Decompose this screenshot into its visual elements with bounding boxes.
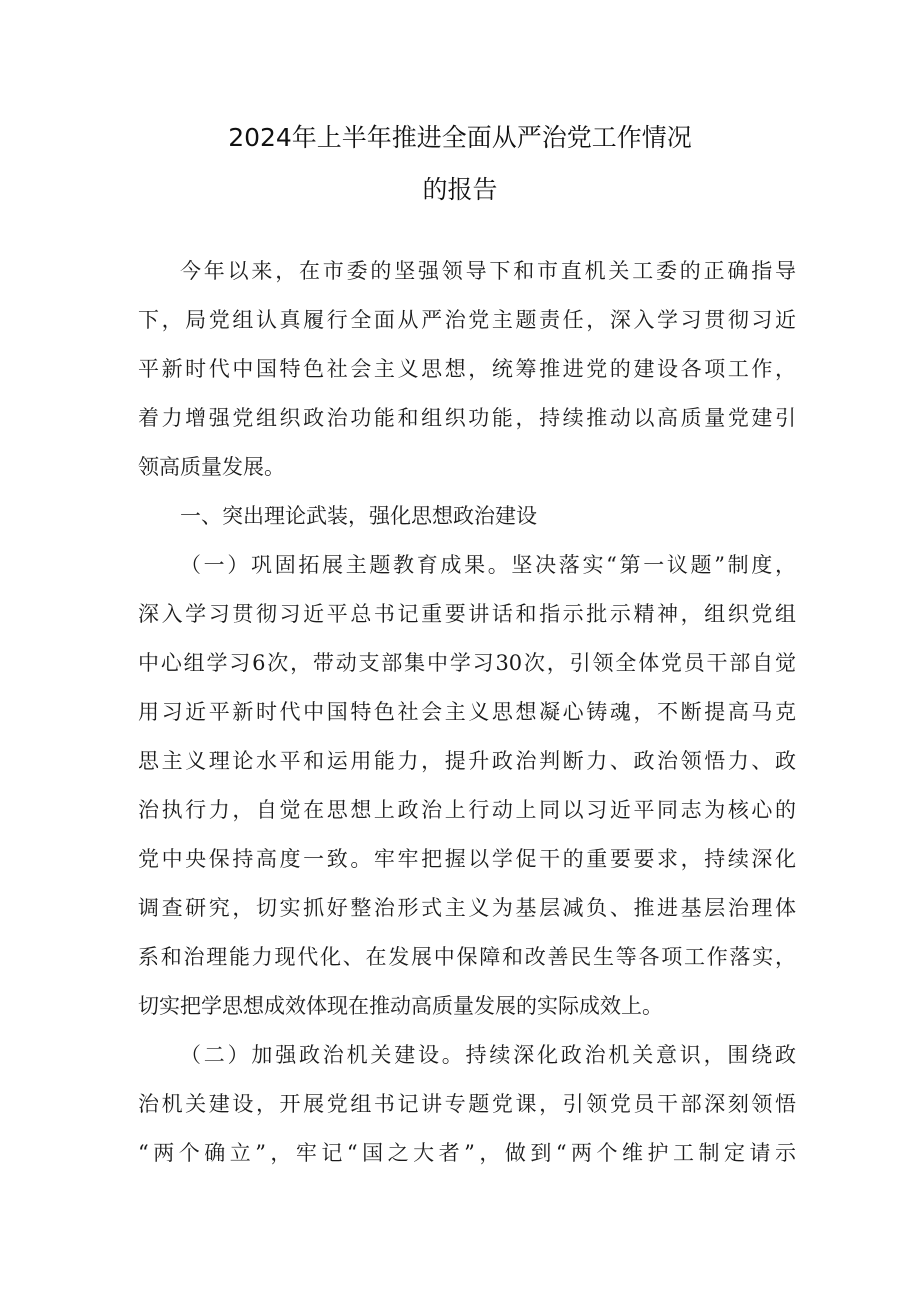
paragraph-line: 调查研究，切实抓好整治形式主义为基层减负、推进基层治理体 (138, 896, 796, 920)
document-title-line-1: 2024年上半年推进全面从严治党工作情况 (228, 123, 692, 152)
paragraph-line: 切实把学思想成效体现在推动高质量发展的实际成效上。 (138, 994, 663, 1018)
paragraph-line: 今年以来，在市委的坚强领导下和市直机关工委的正确指导 (180, 259, 796, 283)
paragraph-line: 中心组学习6次，带动支部集中学习30次，引领全体党员干部自觉 (138, 651, 796, 675)
paragraph-line: 系和治理能力现代化、在发展中保障和改善民生等各项工作落实， (138, 945, 796, 969)
paragraph-line: 领高质量发展。 (138, 455, 285, 479)
paragraph-line: 深入学习贯彻习近平总书记重要讲话和指示批示精神，组织党组 (138, 602, 796, 626)
document-title-line-2: 的报告 (422, 175, 498, 204)
paragraph-line: 思主义理论水平和运用能力，提升政治判断力、政治领悟力、政 (138, 749, 796, 773)
paragraph-line: 治执行力，自觉在思想上政治上行动上同以习近平同志为核心的 (138, 798, 796, 822)
paragraph-line: 治机关建设，开展党组书记讲专题党课，引领党员干部深刻领悟 (138, 1092, 796, 1116)
paragraph-line: 着力增强党组织政治功能和组织功能，持续推动以高质量党建引 (138, 406, 796, 430)
paragraph-line: 平新时代中国特色社会主义思想，统筹推进党的建设各项工作， (138, 357, 796, 381)
section-heading: 一、突出理论武装，强化思想政治建设 (180, 504, 537, 528)
paragraph-line: “两个确立”，牢记“国之大者”，做到“两个维护工制定请示 (138, 1141, 796, 1165)
paragraph-line: （二）加强政治机关建设。持续深化政治机关意识，围绕政 (180, 1043, 796, 1067)
paragraph-line: （一）巩固拓展主题教育成果。坚决落实“第一议题”制度， (180, 553, 796, 577)
paragraph-line: 用习近平新时代中国特色社会主义思想凝心铸魂，不断提高马克 (138, 700, 796, 724)
paragraph-line: 下，局党组认真履行全面从严治党主题责任，深入学习贯彻习近 (138, 308, 796, 332)
paragraph-line: 党中央保持高度一致。牢牢把握以学促干的重要要求，持续深化 (138, 847, 796, 871)
